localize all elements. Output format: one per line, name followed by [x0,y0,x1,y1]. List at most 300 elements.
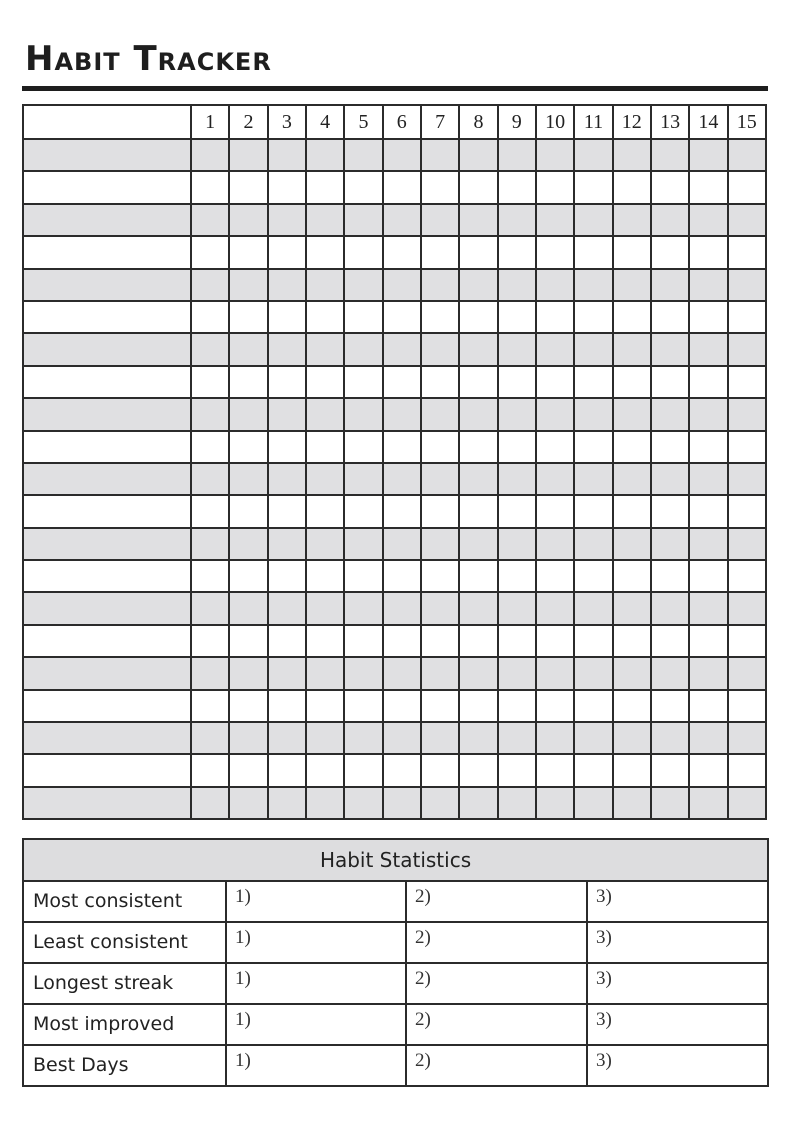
day-checkbox-cell[interactable] [229,528,267,560]
day-checkbox-cell[interactable] [306,657,344,689]
day-checkbox-cell[interactable] [421,236,459,268]
day-checkbox-cell[interactable] [191,560,229,592]
day-checkbox-cell[interactable] [536,236,574,268]
day-checkbox-cell[interactable] [459,204,497,236]
day-checkbox-cell[interactable] [191,754,229,786]
day-checkbox-cell[interactable] [344,204,382,236]
day-checkbox-cell[interactable] [344,625,382,657]
day-checkbox-cell[interactable] [459,139,497,171]
day-checkbox-cell[interactable] [344,754,382,786]
day-checkbox-cell[interactable] [268,528,306,560]
day-checkbox-cell[interactable] [421,657,459,689]
day-checkbox-cell[interactable] [498,787,536,819]
day-checkbox-cell[interactable] [306,690,344,722]
day-checkbox-cell[interactable] [268,431,306,463]
statistics-entry-field[interactable]: 3) [587,1004,768,1045]
day-checkbox-cell[interactable] [498,528,536,560]
day-checkbox-cell[interactable] [344,236,382,268]
habit-name-cell[interactable] [23,301,191,333]
day-checkbox-cell[interactable] [344,398,382,430]
day-checkbox-cell[interactable] [498,333,536,365]
statistics-entry-field[interactable]: 2) [406,922,587,963]
day-checkbox-cell[interactable] [651,398,689,430]
day-checkbox-cell[interactable] [191,139,229,171]
day-checkbox-cell[interactable] [268,592,306,624]
day-checkbox-cell[interactable] [574,301,612,333]
day-checkbox-cell[interactable] [613,657,651,689]
day-checkbox-cell[interactable] [613,139,651,171]
day-checkbox-cell[interactable] [574,722,612,754]
day-checkbox-cell[interactable] [229,560,267,592]
day-checkbox-cell[interactable] [459,528,497,560]
day-checkbox-cell[interactable] [421,398,459,430]
day-checkbox-cell[interactable] [613,787,651,819]
statistics-entry-field[interactable]: 1) [226,1004,406,1045]
day-checkbox-cell[interactable] [498,690,536,722]
day-checkbox-cell[interactable] [191,269,229,301]
day-checkbox-cell[interactable] [383,431,421,463]
day-checkbox-cell[interactable] [421,722,459,754]
day-checkbox-cell[interactable] [536,722,574,754]
habit-name-cell[interactable] [23,787,191,819]
day-checkbox-cell[interactable] [191,625,229,657]
day-checkbox-cell[interactable] [728,236,766,268]
day-checkbox-cell[interactable] [268,236,306,268]
day-checkbox-cell[interactable] [498,269,536,301]
day-checkbox-cell[interactable] [421,592,459,624]
day-checkbox-cell[interactable] [689,269,727,301]
day-checkbox-cell[interactable] [689,431,727,463]
day-checkbox-cell[interactable] [229,269,267,301]
day-checkbox-cell[interactable] [383,625,421,657]
statistics-entry-field[interactable]: 1) [226,922,406,963]
day-checkbox-cell[interactable] [574,754,612,786]
day-checkbox-cell[interactable] [191,171,229,203]
day-checkbox-cell[interactable] [229,236,267,268]
day-checkbox-cell[interactable] [613,236,651,268]
day-checkbox-cell[interactable] [306,431,344,463]
day-checkbox-cell[interactable] [421,333,459,365]
day-checkbox-cell[interactable] [421,690,459,722]
day-checkbox-cell[interactable] [728,139,766,171]
day-checkbox-cell[interactable] [574,463,612,495]
day-checkbox-cell[interactable] [459,398,497,430]
day-checkbox-cell[interactable] [536,690,574,722]
day-checkbox-cell[interactable] [651,625,689,657]
day-checkbox-cell[interactable] [229,139,267,171]
day-checkbox-cell[interactable] [383,495,421,527]
day-checkbox-cell[interactable] [191,722,229,754]
day-checkbox-cell[interactable] [421,431,459,463]
day-checkbox-cell[interactable] [344,269,382,301]
day-checkbox-cell[interactable] [536,495,574,527]
day-checkbox-cell[interactable] [344,431,382,463]
day-checkbox-cell[interactable] [344,560,382,592]
day-checkbox-cell[interactable] [689,204,727,236]
day-checkbox-cell[interactable] [229,625,267,657]
day-checkbox-cell[interactable] [728,754,766,786]
habit-name-cell[interactable] [23,269,191,301]
day-checkbox-cell[interactable] [229,657,267,689]
day-checkbox-cell[interactable] [536,592,574,624]
day-checkbox-cell[interactable] [268,787,306,819]
day-checkbox-cell[interactable] [689,139,727,171]
day-checkbox-cell[interactable] [268,463,306,495]
day-checkbox-cell[interactable] [536,139,574,171]
statistics-entry-field[interactable]: 2) [406,1004,587,1045]
day-checkbox-cell[interactable] [459,366,497,398]
day-checkbox-cell[interactable] [728,171,766,203]
day-checkbox-cell[interactable] [421,139,459,171]
day-checkbox-cell[interactable] [574,204,612,236]
day-checkbox-cell[interactable] [651,722,689,754]
day-checkbox-cell[interactable] [344,657,382,689]
day-checkbox-cell[interactable] [651,333,689,365]
day-checkbox-cell[interactable] [536,463,574,495]
day-checkbox-cell[interactable] [728,625,766,657]
day-checkbox-cell[interactable] [574,787,612,819]
day-checkbox-cell[interactable] [421,528,459,560]
day-checkbox-cell[interactable] [229,333,267,365]
day-checkbox-cell[interactable] [689,690,727,722]
day-checkbox-cell[interactable] [574,269,612,301]
day-checkbox-cell[interactable] [459,301,497,333]
day-checkbox-cell[interactable] [728,560,766,592]
day-checkbox-cell[interactable] [459,236,497,268]
day-checkbox-cell[interactable] [191,528,229,560]
day-checkbox-cell[interactable] [574,236,612,268]
day-checkbox-cell[interactable] [229,463,267,495]
day-checkbox-cell[interactable] [383,139,421,171]
day-checkbox-cell[interactable] [651,139,689,171]
statistics-entry-field[interactable]: 2) [406,963,587,1004]
day-checkbox-cell[interactable] [306,139,344,171]
day-checkbox-cell[interactable] [191,690,229,722]
day-checkbox-cell[interactable] [383,787,421,819]
day-checkbox-cell[interactable] [498,657,536,689]
habit-name-cell[interactable] [23,592,191,624]
day-checkbox-cell[interactable] [728,463,766,495]
day-checkbox-cell[interactable] [421,560,459,592]
day-checkbox-cell[interactable] [536,787,574,819]
day-checkbox-cell[interactable] [689,787,727,819]
day-checkbox-cell[interactable] [383,592,421,624]
day-checkbox-cell[interactable] [459,754,497,786]
day-checkbox-cell[interactable] [651,431,689,463]
day-checkbox-cell[interactable] [306,204,344,236]
day-checkbox-cell[interactable] [574,528,612,560]
day-checkbox-cell[interactable] [459,269,497,301]
day-checkbox-cell[interactable] [728,333,766,365]
day-checkbox-cell[interactable] [459,592,497,624]
day-checkbox-cell[interactable] [421,204,459,236]
day-checkbox-cell[interactable] [613,204,651,236]
day-checkbox-cell[interactable] [536,528,574,560]
day-checkbox-cell[interactable] [344,528,382,560]
day-checkbox-cell[interactable] [191,657,229,689]
habit-name-cell[interactable] [23,625,191,657]
day-checkbox-cell[interactable] [306,592,344,624]
habit-name-cell[interactable] [23,690,191,722]
day-checkbox-cell[interactable] [651,236,689,268]
day-checkbox-cell[interactable] [306,301,344,333]
habit-name-cell[interactable] [23,431,191,463]
day-checkbox-cell[interactable] [268,625,306,657]
day-checkbox-cell[interactable] [306,787,344,819]
day-checkbox-cell[interactable] [574,431,612,463]
habit-name-cell[interactable] [23,333,191,365]
day-checkbox-cell[interactable] [383,560,421,592]
day-checkbox-cell[interactable] [191,495,229,527]
day-checkbox-cell[interactable] [383,754,421,786]
habit-name-cell[interactable] [23,236,191,268]
day-checkbox-cell[interactable] [306,236,344,268]
day-checkbox-cell[interactable] [268,398,306,430]
day-checkbox-cell[interactable] [344,139,382,171]
day-checkbox-cell[interactable] [498,431,536,463]
day-checkbox-cell[interactable] [536,333,574,365]
day-checkbox-cell[interactable] [421,269,459,301]
habit-name-cell[interactable] [23,722,191,754]
day-checkbox-cell[interactable] [613,722,651,754]
day-checkbox-cell[interactable] [306,722,344,754]
day-checkbox-cell[interactable] [229,690,267,722]
day-checkbox-cell[interactable] [651,657,689,689]
day-checkbox-cell[interactable] [306,754,344,786]
day-checkbox-cell[interactable] [498,625,536,657]
day-checkbox-cell[interactable] [574,139,612,171]
day-checkbox-cell[interactable] [229,366,267,398]
day-checkbox-cell[interactable] [574,398,612,430]
day-checkbox-cell[interactable] [613,592,651,624]
day-checkbox-cell[interactable] [383,398,421,430]
day-checkbox-cell[interactable] [268,690,306,722]
day-checkbox-cell[interactable] [728,431,766,463]
day-checkbox-cell[interactable] [498,463,536,495]
day-checkbox-cell[interactable] [536,366,574,398]
day-checkbox-cell[interactable] [613,560,651,592]
day-checkbox-cell[interactable] [306,366,344,398]
habit-name-cell[interactable] [23,754,191,786]
day-checkbox-cell[interactable] [268,171,306,203]
day-checkbox-cell[interactable] [383,301,421,333]
day-checkbox-cell[interactable] [229,204,267,236]
day-checkbox-cell[interactable] [536,431,574,463]
day-checkbox-cell[interactable] [651,528,689,560]
day-checkbox-cell[interactable] [613,333,651,365]
day-checkbox-cell[interactable] [268,301,306,333]
day-checkbox-cell[interactable] [191,301,229,333]
habit-name-cell[interactable] [23,463,191,495]
day-checkbox-cell[interactable] [268,754,306,786]
habit-name-cell[interactable] [23,560,191,592]
day-checkbox-cell[interactable] [306,269,344,301]
day-checkbox-cell[interactable] [498,398,536,430]
day-checkbox-cell[interactable] [229,171,267,203]
day-checkbox-cell[interactable] [613,495,651,527]
day-checkbox-cell[interactable] [383,269,421,301]
day-checkbox-cell[interactable] [229,722,267,754]
day-checkbox-cell[interactable] [574,171,612,203]
statistics-entry-field[interactable]: 1) [226,963,406,1004]
day-checkbox-cell[interactable] [498,495,536,527]
day-checkbox-cell[interactable] [536,204,574,236]
day-checkbox-cell[interactable] [651,171,689,203]
day-checkbox-cell[interactable] [536,657,574,689]
day-checkbox-cell[interactable] [306,398,344,430]
day-checkbox-cell[interactable] [191,398,229,430]
day-checkbox-cell[interactable] [689,333,727,365]
day-checkbox-cell[interactable] [421,301,459,333]
day-checkbox-cell[interactable] [191,431,229,463]
day-checkbox-cell[interactable] [728,690,766,722]
day-checkbox-cell[interactable] [229,398,267,430]
day-checkbox-cell[interactable] [728,398,766,430]
day-checkbox-cell[interactable] [498,722,536,754]
day-checkbox-cell[interactable] [229,301,267,333]
day-checkbox-cell[interactable] [651,495,689,527]
habit-name-cell[interactable] [23,171,191,203]
day-checkbox-cell[interactable] [421,495,459,527]
day-checkbox-cell[interactable] [383,171,421,203]
day-checkbox-cell[interactable] [651,366,689,398]
day-checkbox-cell[interactable] [191,204,229,236]
day-checkbox-cell[interactable] [651,787,689,819]
day-checkbox-cell[interactable] [344,495,382,527]
day-checkbox-cell[interactable] [651,463,689,495]
day-checkbox-cell[interactable] [689,722,727,754]
habit-name-cell[interactable] [23,398,191,430]
day-checkbox-cell[interactable] [268,657,306,689]
day-checkbox-cell[interactable] [689,495,727,527]
day-checkbox-cell[interactable] [229,495,267,527]
day-checkbox-cell[interactable] [651,301,689,333]
day-checkbox-cell[interactable] [613,754,651,786]
day-checkbox-cell[interactable] [689,171,727,203]
day-checkbox-cell[interactable] [613,171,651,203]
day-checkbox-cell[interactable] [574,657,612,689]
day-checkbox-cell[interactable] [689,398,727,430]
day-checkbox-cell[interactable] [383,366,421,398]
day-checkbox-cell[interactable] [421,625,459,657]
statistics-entry-field[interactable]: 3) [587,881,768,922]
day-checkbox-cell[interactable] [383,657,421,689]
day-checkbox-cell[interactable] [229,754,267,786]
day-checkbox-cell[interactable] [613,301,651,333]
day-checkbox-cell[interactable] [344,690,382,722]
day-checkbox-cell[interactable] [306,625,344,657]
day-checkbox-cell[interactable] [689,560,727,592]
day-checkbox-cell[interactable] [728,366,766,398]
day-checkbox-cell[interactable] [728,269,766,301]
day-checkbox-cell[interactable] [459,657,497,689]
day-checkbox-cell[interactable] [689,528,727,560]
day-checkbox-cell[interactable] [536,301,574,333]
day-checkbox-cell[interactable] [498,754,536,786]
day-checkbox-cell[interactable] [651,204,689,236]
day-checkbox-cell[interactable] [191,592,229,624]
day-checkbox-cell[interactable] [728,722,766,754]
day-checkbox-cell[interactable] [191,236,229,268]
day-checkbox-cell[interactable] [574,495,612,527]
day-checkbox-cell[interactable] [268,333,306,365]
day-checkbox-cell[interactable] [613,269,651,301]
day-checkbox-cell[interactable] [383,690,421,722]
day-checkbox-cell[interactable] [728,787,766,819]
habit-name-cell[interactable] [23,204,191,236]
day-checkbox-cell[interactable] [574,366,612,398]
day-checkbox-cell[interactable] [498,236,536,268]
day-checkbox-cell[interactable] [421,754,459,786]
day-checkbox-cell[interactable] [574,690,612,722]
habit-name-cell[interactable] [23,528,191,560]
day-checkbox-cell[interactable] [306,333,344,365]
day-checkbox-cell[interactable] [728,657,766,689]
habit-name-cell[interactable] [23,139,191,171]
day-checkbox-cell[interactable] [651,592,689,624]
habit-name-cell[interactable] [23,366,191,398]
day-checkbox-cell[interactable] [689,236,727,268]
day-checkbox-cell[interactable] [728,204,766,236]
day-checkbox-cell[interactable] [613,366,651,398]
day-checkbox-cell[interactable] [651,560,689,592]
day-checkbox-cell[interactable] [536,171,574,203]
day-checkbox-cell[interactable] [344,301,382,333]
day-checkbox-cell[interactable] [536,625,574,657]
statistics-entry-field[interactable]: 3) [587,922,768,963]
day-checkbox-cell[interactable] [459,690,497,722]
day-checkbox-cell[interactable] [498,366,536,398]
day-checkbox-cell[interactable] [306,495,344,527]
day-checkbox-cell[interactable] [268,495,306,527]
day-checkbox-cell[interactable] [306,528,344,560]
day-checkbox-cell[interactable] [574,560,612,592]
day-checkbox-cell[interactable] [613,398,651,430]
day-checkbox-cell[interactable] [229,431,267,463]
day-checkbox-cell[interactable] [344,722,382,754]
day-checkbox-cell[interactable] [459,333,497,365]
day-checkbox-cell[interactable] [459,722,497,754]
day-checkbox-cell[interactable] [383,722,421,754]
day-checkbox-cell[interactable] [268,722,306,754]
day-checkbox-cell[interactable] [344,366,382,398]
day-checkbox-cell[interactable] [689,657,727,689]
statistics-entry-field[interactable]: 1) [226,1045,406,1086]
day-checkbox-cell[interactable] [383,204,421,236]
day-checkbox-cell[interactable] [574,592,612,624]
day-checkbox-cell[interactable] [728,495,766,527]
day-checkbox-cell[interactable] [651,690,689,722]
day-checkbox-cell[interactable] [651,269,689,301]
day-checkbox-cell[interactable] [383,463,421,495]
day-checkbox-cell[interactable] [689,463,727,495]
day-checkbox-cell[interactable] [383,333,421,365]
day-checkbox-cell[interactable] [421,787,459,819]
day-checkbox-cell[interactable] [306,560,344,592]
day-checkbox-cell[interactable] [268,366,306,398]
day-checkbox-cell[interactable] [689,754,727,786]
day-checkbox-cell[interactable] [344,333,382,365]
statistics-entry-field[interactable]: 2) [406,881,587,922]
day-checkbox-cell[interactable] [498,560,536,592]
day-checkbox-cell[interactable] [689,366,727,398]
day-checkbox-cell[interactable] [728,528,766,560]
day-checkbox-cell[interactable] [306,463,344,495]
statistics-entry-field[interactable]: 2) [406,1045,587,1086]
day-checkbox-cell[interactable] [689,625,727,657]
day-checkbox-cell[interactable] [268,560,306,592]
day-checkbox-cell[interactable] [536,269,574,301]
